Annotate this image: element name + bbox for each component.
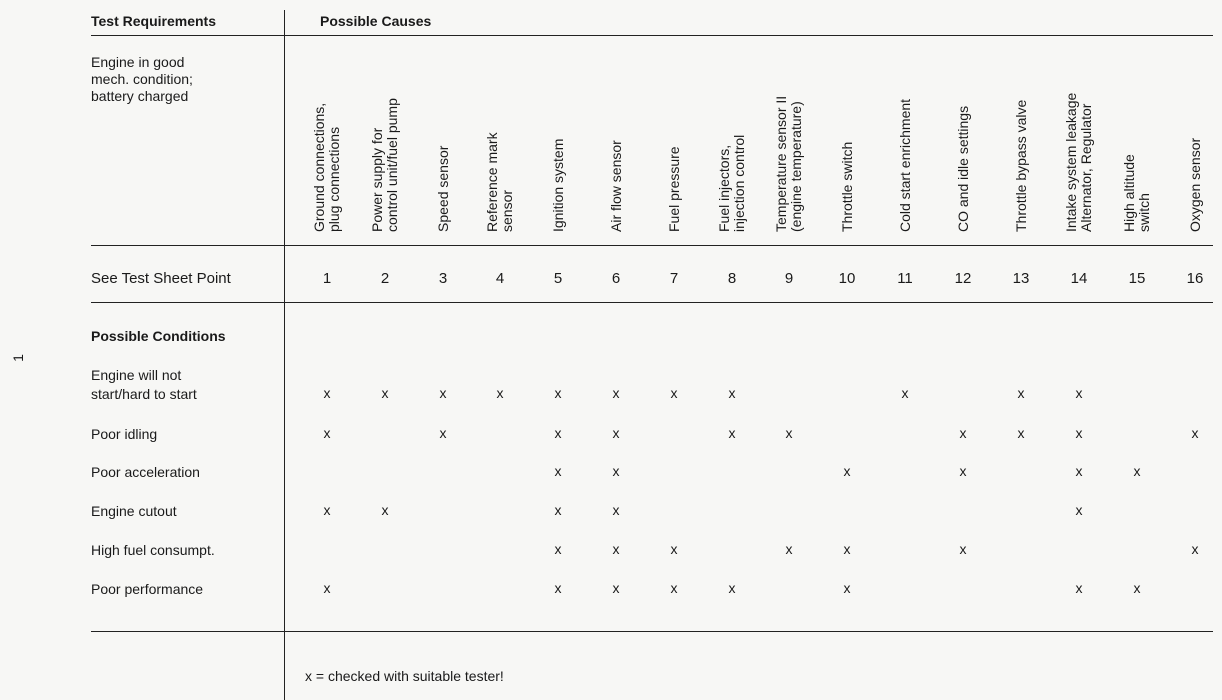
- cause-label-line: Throttle switch: [838, 141, 855, 232]
- test-sheet-number: 13: [1012, 270, 1030, 287]
- cause-label-line: switch: [1136, 193, 1152, 232]
- cause-label-line: Alternator, Regulator: [1078, 103, 1094, 232]
- check-mark: x: [1017, 385, 1025, 401]
- check-mark: x: [1075, 385, 1083, 401]
- condition-label-line: Poor performance: [91, 581, 204, 597]
- check-mark: x: [554, 425, 562, 441]
- requirement-line: mech. condition;: [91, 71, 193, 87]
- cause-label-line: High altitude: [1121, 154, 1137, 232]
- cause-label-line: injection control: [731, 134, 747, 232]
- check-mark: x: [785, 425, 793, 441]
- test-sheet-number: 9: [784, 270, 794, 287]
- requirement-line: Engine in good: [91, 54, 185, 70]
- possible-conditions-header: Possible Conditions: [91, 328, 226, 344]
- check-mark: x: [670, 541, 678, 557]
- test-sheet-number: 11: [897, 270, 913, 287]
- check-mark: x: [1075, 580, 1083, 596]
- cause-label-line: Oxygen sensor: [1186, 137, 1203, 232]
- cause-label: [1188, 138, 1203, 232]
- test-requirements-header: Test Requirements: [91, 13, 216, 29]
- check-mark: x: [381, 385, 389, 401]
- check-mark: x: [554, 580, 562, 596]
- requirement-line: battery charged: [91, 88, 189, 104]
- check-mark: x: [554, 541, 562, 557]
- check-mark: x: [959, 463, 967, 479]
- cause-label-line: Fuel injectors,: [716, 144, 732, 232]
- cause-label-line: Temperature sensor II: [773, 95, 789, 232]
- check-mark: x: [612, 580, 620, 596]
- check-mark: x: [901, 385, 909, 401]
- check-mark: x: [785, 541, 793, 557]
- test-sheet-number: 6: [611, 270, 621, 287]
- check-mark: x: [843, 463, 851, 479]
- cause-label-line: CO and idle settings: [954, 105, 971, 232]
- test-sheet-number: 1: [322, 270, 332, 287]
- check-mark: x: [1133, 580, 1141, 596]
- condition-label: [91, 463, 200, 482]
- condition-label: [91, 502, 177, 521]
- cause-label: [485, 132, 515, 232]
- test-sheet-rule: [91, 302, 1213, 303]
- check-mark: x: [439, 385, 447, 401]
- cause-label-line: Ground connections,: [311, 102, 327, 232]
- causes-rule: [91, 245, 1213, 246]
- test-sheet-label: See Test Sheet Point: [91, 270, 231, 287]
- check-mark: x: [843, 541, 851, 557]
- check-mark: x: [1133, 463, 1141, 479]
- check-mark: x: [323, 502, 331, 518]
- cause-label: [840, 142, 855, 232]
- condition-label-line: Engine cutout: [91, 503, 177, 519]
- check-mark: x: [1075, 425, 1083, 441]
- test-sheet-number: 10: [838, 270, 856, 287]
- possible-causes-header: Possible Causes: [320, 13, 432, 29]
- condition-label: [91, 541, 215, 560]
- check-mark: x: [381, 502, 389, 518]
- cause-label-line: Cold start enrichment: [896, 98, 913, 232]
- cause-label: [436, 146, 451, 232]
- check-mark: x: [612, 385, 620, 401]
- cause-label-line: Intake system leakage: [1063, 92, 1079, 232]
- cause-label: [370, 98, 400, 232]
- cause-label: [551, 139, 566, 232]
- check-mark: x: [1075, 502, 1083, 518]
- cause-label: [898, 99, 913, 232]
- condition-label: [91, 366, 197, 404]
- test-sheet-number: 3: [438, 270, 448, 287]
- cause-label: [717, 135, 747, 232]
- check-mark: x: [670, 385, 678, 401]
- cause-label: [667, 146, 682, 232]
- check-mark: x: [554, 463, 562, 479]
- cause-label-line: control unit/fuel pump: [384, 98, 400, 232]
- check-mark: x: [496, 385, 504, 401]
- test-sheet-number: 16: [1186, 270, 1204, 287]
- check-mark: x: [323, 385, 331, 401]
- cause-label-line: plug connections: [326, 126, 342, 232]
- cause-label: [609, 140, 624, 232]
- test-sheet-number: 14: [1070, 270, 1088, 287]
- check-mark: x: [959, 425, 967, 441]
- test-sheet-number: 2: [380, 270, 390, 287]
- test-sheet-number: 12: [954, 270, 972, 287]
- check-mark: x: [959, 541, 967, 557]
- legend-note: x = checked with suitable tester!: [305, 668, 504, 684]
- check-mark: x: [1191, 541, 1199, 557]
- cause-label-line: Air flow sensor: [607, 140, 624, 232]
- column-divider: [284, 10, 285, 700]
- check-mark: x: [554, 385, 562, 401]
- cause-label-line: (engine temperature): [788, 101, 804, 232]
- cause-label-line: Speed sensor: [434, 145, 451, 232]
- check-mark: x: [1191, 425, 1199, 441]
- check-mark: x: [728, 385, 736, 401]
- check-mark: x: [554, 502, 562, 518]
- check-mark: x: [843, 580, 851, 596]
- cause-label-line: Fuel pressure: [665, 146, 682, 232]
- check-mark: x: [612, 541, 620, 557]
- check-mark: x: [612, 425, 620, 441]
- margin-mark: 1: [9, 354, 26, 362]
- check-mark: x: [670, 580, 678, 596]
- cause-label: [312, 103, 342, 232]
- cause-label-line: Reference mark: [484, 132, 500, 232]
- check-mark: x: [612, 502, 620, 518]
- test-sheet-number: 8: [727, 270, 737, 287]
- requirement-text: [91, 54, 193, 105]
- cause-label-line: Throttle bypass valve: [1012, 99, 1029, 232]
- condition-label: [91, 580, 203, 599]
- test-sheet-number: 5: [553, 270, 563, 287]
- condition-label-line: High fuel consumpt.: [91, 542, 215, 558]
- check-mark: x: [439, 425, 447, 441]
- check-mark: x: [323, 580, 331, 596]
- check-mark: x: [1017, 425, 1025, 441]
- cause-label: [1122, 154, 1152, 232]
- check-mark: x: [728, 580, 736, 596]
- check-mark: x: [612, 463, 620, 479]
- cause-label: [956, 106, 971, 232]
- condition-label-line: Poor idling: [91, 426, 158, 442]
- header-rule: [91, 35, 1213, 36]
- cause-label-line: Power supply for: [369, 127, 385, 232]
- cause-label: [1014, 100, 1029, 232]
- test-sheet-number: 4: [495, 270, 505, 287]
- cause-label-line: Ignition system: [549, 138, 566, 232]
- check-mark: x: [1075, 463, 1083, 479]
- test-sheet-number: 7: [669, 270, 679, 287]
- test-sheet-number: 15: [1128, 270, 1146, 287]
- cause-label: [774, 96, 804, 232]
- condition-label-line: start/hard to start: [91, 386, 197, 402]
- cause-label: [1064, 93, 1094, 232]
- condition-label-line: Poor acceleration: [91, 464, 200, 480]
- cause-label-line: sensor: [499, 189, 515, 232]
- check-mark: x: [323, 425, 331, 441]
- condition-label-line: Engine will not: [91, 367, 182, 383]
- check-mark: x: [728, 425, 736, 441]
- conditions-rule: [91, 631, 1213, 632]
- condition-label: [91, 425, 157, 444]
